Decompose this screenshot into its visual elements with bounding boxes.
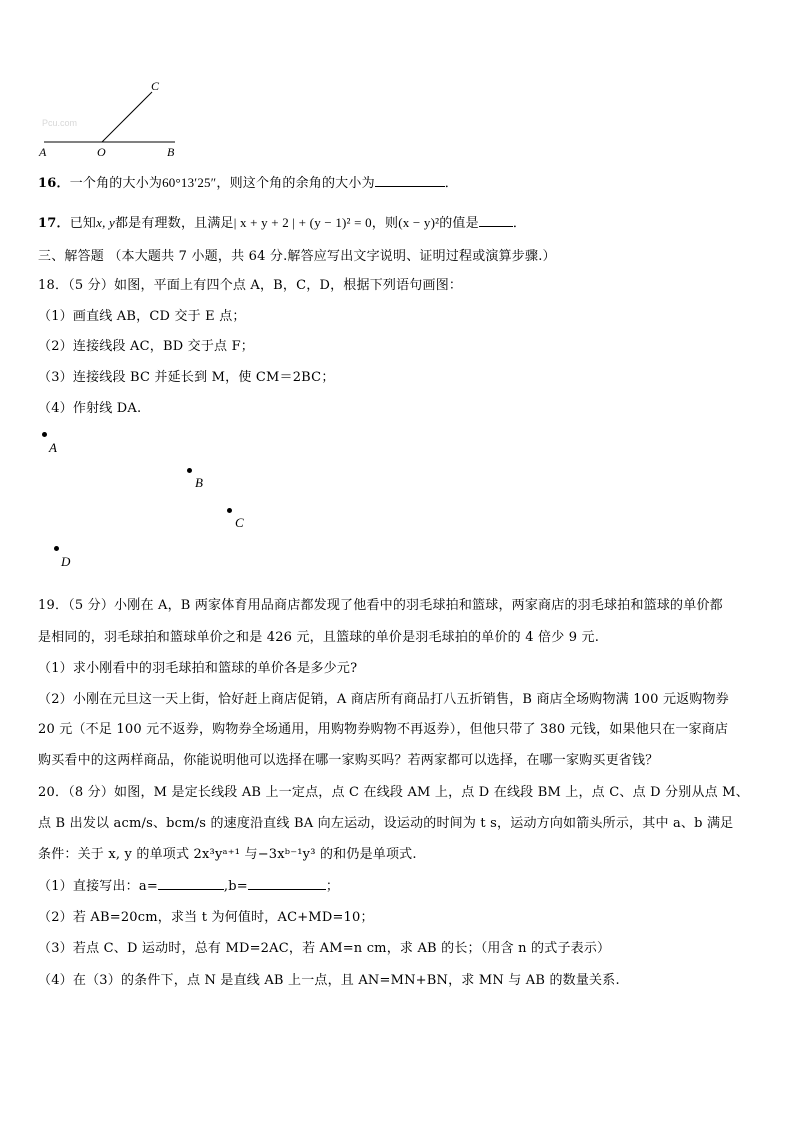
q16-angle: 60°13′25″	[162, 175, 217, 190]
label-point-b: B	[195, 475, 203, 490]
point-d	[54, 546, 59, 551]
q16-text-pre: 一个角的大小为	[69, 176, 163, 191]
label-c-top: C	[151, 79, 160, 93]
q18-title: 18．（5 分）如图，平面上有四个点 A，B，C，D，根据下列语句画图：	[38, 278, 463, 293]
q19-line-4: （2）小刚在元旦这一天上街，恰好赶上商店促销，A 商店所有商品打八五折销售，B 商店全场购物满 100 元返购物券	[38, 692, 729, 707]
q17-expression: | x + y + 2 | + (y − 1)² = 0	[233, 215, 372, 230]
q19-line-6: 购买看中的这两样商品，你能说明他可以选择在哪一家购买吗？若两家都可以选择，在哪一家购买更省钱？	[38, 753, 659, 768]
q16-end: ．	[444, 176, 458, 191]
point-c	[227, 508, 232, 513]
q20-item-1-mid: ,b=	[223, 879, 248, 894]
point-a	[42, 432, 47, 437]
label-b-top: B	[167, 145, 175, 159]
q17-answer-blank[interactable]	[479, 215, 513, 227]
q16-number: 16．	[38, 176, 70, 191]
q17-text-mid2: ，则	[371, 216, 399, 231]
q20-line-1: 20．（8 分）如图，M 是定长线段 AB 上一定点，点 C 在线段 AM 上，点 D 在线段 BM 上，点 C、点 D 分别从点 M、	[38, 785, 749, 800]
label-o-top: O	[97, 145, 106, 159]
q19-line-3: （1）求小刚看中的羽毛球拍和篮球的单价各是多少元?	[38, 661, 358, 676]
q17-text-pre: 已知	[69, 216, 97, 231]
q16-answer-blank[interactable]	[375, 175, 445, 187]
q17-text-post: 的值是	[439, 216, 479, 231]
q17-expression-2: (x − y)²	[398, 215, 440, 230]
label-a-top: A	[39, 145, 47, 159]
q19-line-5: 20 元（不足 100 元不返券，购物券全场通用，用购物券购物不再返券），但他只带了 380 元钱，如果他只在一家商店	[38, 722, 729, 737]
q20-item-1-end: ；	[325, 879, 340, 894]
watermark: Pcu.com	[42, 118, 78, 128]
q16-text-post: ，则这个角的余角的大小为	[216, 176, 375, 191]
q20-blank-a[interactable]	[158, 878, 224, 890]
q20-blank-b[interactable]	[248, 878, 326, 890]
q20-item-1-pre: （1）直接写出：a=	[38, 879, 158, 894]
q20-item-3: （3）若点 C、D 运动时，总有 MD=2AC，若 AM=n cm，求 AB 的长；（用含 n 的式子表示）	[38, 941, 611, 956]
q20-line-3: 条件：关于 x, y 的单项式 2x³yᵃ⁺¹ 与−3xᵇ⁻¹y³ 的和仍是单项式.	[38, 847, 417, 862]
q20-item-1	[38, 875, 339, 894]
section-3-header: 三、解答题 （本大题共 7 小题，共 64 分.解答应写出文字说明、证明过程或演算步骤.）	[38, 249, 556, 264]
q20-item-2: （2）若 AB=20cm，求当 t 为何值时，AC+MD=10；	[38, 910, 374, 925]
ray-oc	[102, 92, 152, 142]
label-point-d: D	[61, 554, 71, 569]
q17-text-mid: 都是有理数，且满足	[114, 216, 234, 231]
q17-end: ．	[512, 216, 527, 231]
question-16	[38, 172, 458, 191]
q18-item-3: （3）连接线段 BC 并延长到 M，使 CM＝2BC；	[38, 370, 335, 385]
label-point-a: A	[49, 440, 57, 455]
q17-vars: x, y	[96, 215, 115, 230]
q18-item-4: （4）作射线 DA.	[38, 401, 142, 416]
q19-line-2: 是相同的，羽毛球拍和篮球单价之和是 426 元，且篮球的单价是羽毛球拍的单价的 4 倍少 9 元.	[38, 630, 600, 645]
q18-item-2: （2）连接线段 AC，BD 交于点 F；	[38, 339, 254, 354]
question-17	[38, 212, 526, 231]
q17-number: 17．	[38, 216, 70, 231]
q20-line-2: 点 B 出发以 acm/s、bcm/s 的速度沿直线 BA 向左运动，设运动的时间为 t s，运动方向如箭头所示，其中 a、b 满足	[38, 816, 734, 831]
q20-item-4: （4）在（3）的条件下，点 N 是直线 AB 上一点，且 AN=MN+BN，求 MN 与 AB 的数量关系.	[38, 973, 620, 988]
q19-line-1: 19．（5 分）小刚在 A，B 两家体育用品商店都发现了他看中的羽毛球拍和篮球，两家商店的羽毛球拍和篮球的单价都	[38, 598, 723, 613]
q18-item-1: （1）画直线 AB，CD 交于 E 点；	[38, 309, 246, 324]
label-point-c: C	[235, 515, 244, 530]
point-b	[187, 468, 192, 473]
